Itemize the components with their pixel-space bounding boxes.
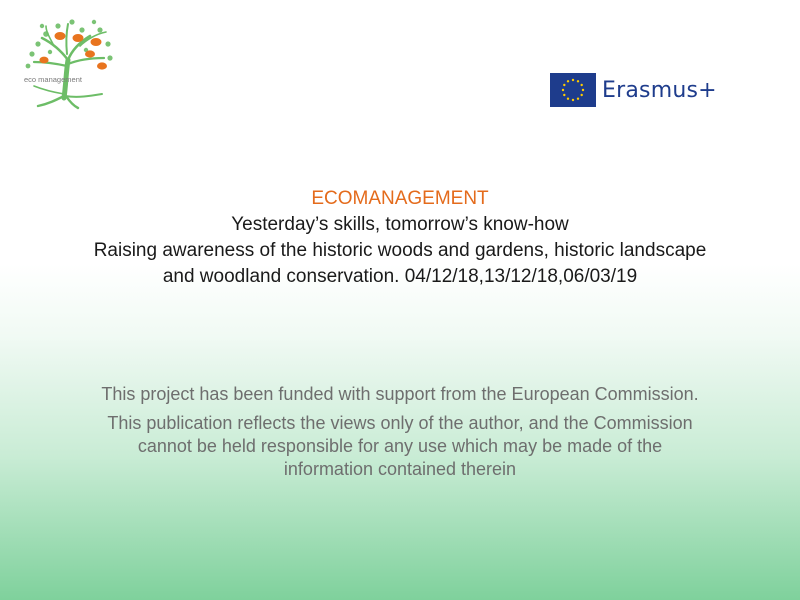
subtitle: Yesterday’s skills, tomorrow’s know-how [231,214,569,235]
page-title: ECOMANAGEMENT [311,188,489,209]
tree-logo-icon [16,14,120,110]
title-block [30,186,770,290]
views-statement: This publication reflects the views only of the author, and the Commission cannot be held responsible for any use which may be made of the information contained therein [107,413,693,479]
funding-disclaimer [100,383,700,487]
funding-statement: This project has been funded with support from the European Commission. [101,384,699,404]
eco-management-logo [16,14,120,110]
eu-flag-icon [550,73,596,107]
erasmus-badge [550,72,717,108]
description-line-1: Raising awareness of the historic woods and gardens, historic landscape [93,240,707,261]
logo-text: eco management [24,75,82,84]
erasmus-label: Erasmus+ [602,77,717,103]
description-line-2: and woodland conservation. 04/12/18,13/12/18,06/03/19 [162,266,638,287]
